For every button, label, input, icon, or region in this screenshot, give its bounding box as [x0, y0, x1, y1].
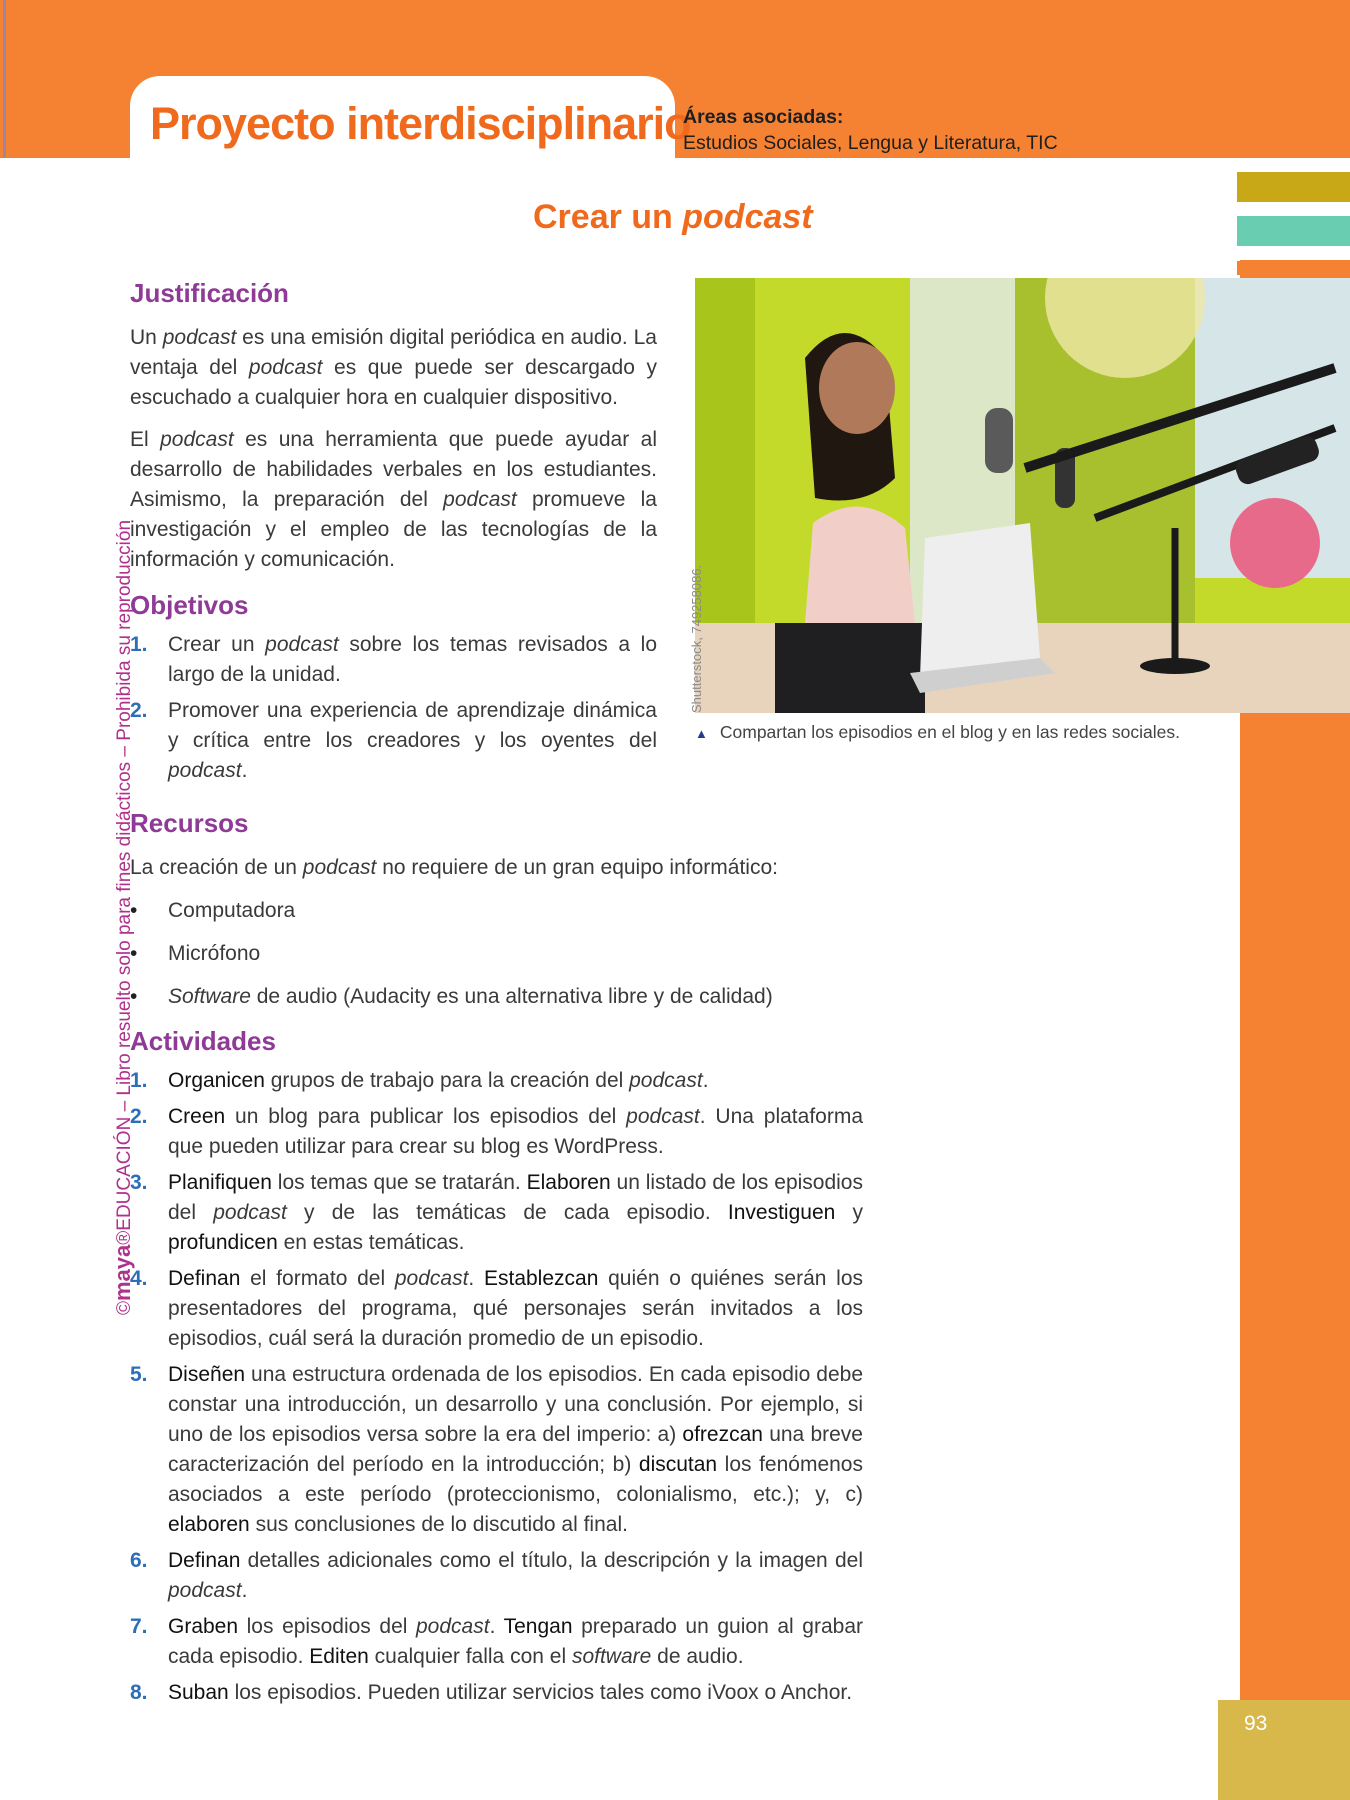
text-run: Crear un [168, 633, 266, 656]
action-verb: Definan [168, 1549, 241, 1572]
text-run: La creación de un [130, 856, 303, 879]
text-run: y de las temáticas de cada episodio. [286, 1201, 728, 1224]
list-item [130, 1612, 863, 1672]
justificacion-paragraph-2 [130, 425, 657, 575]
objetivos-list [130, 630, 657, 786]
item-number: 4. [130, 1267, 148, 1290]
italic-term: podcast [162, 326, 237, 349]
podcast-photo [695, 278, 1350, 713]
action-verb: Suban [168, 1681, 229, 1704]
photo-credit: Shutterstock, 749258086. [689, 564, 704, 713]
text-run: Computadora [168, 899, 296, 922]
recursos-heading: Recursos [130, 808, 249, 838]
text-run: es una herramienta que puede ayudar al desarrollo de habilidades verbales en los estudiantes. Asimismo, la preparación del [130, 428, 657, 511]
actividades-list [130, 1066, 863, 1708]
list-item [130, 1168, 863, 1258]
action-verb: Definan [168, 1267, 241, 1290]
text-run: en estas temáticas. [277, 1231, 465, 1254]
italic-term: podcast [416, 1615, 490, 1638]
action-verb: Diseñen [168, 1363, 246, 1386]
text-run: un listado de los episodios del [168, 1171, 863, 1224]
list-item [130, 1546, 863, 1606]
action-verb: ofrezcan [682, 1423, 763, 1446]
text-run: cualquier falla con el [368, 1645, 572, 1668]
list-item [130, 696, 657, 786]
main-title-emph: podcast [682, 198, 813, 236]
text-run: de audio. [651, 1645, 744, 1668]
bullet-item [130, 932, 870, 975]
text-run: Un [130, 326, 163, 349]
associated-areas [683, 104, 1058, 156]
item-number: 2. [130, 1105, 148, 1128]
photo-caption [695, 722, 1180, 743]
recursos-intro [130, 853, 870, 883]
action-verb: Elaboren [526, 1171, 611, 1194]
objetivos-heading: Objetivos [130, 590, 249, 620]
triangle-icon: ▲ [695, 726, 708, 741]
bullet-item [130, 975, 870, 1018]
action-verb: Creen [168, 1105, 226, 1128]
text-run: el formato del [240, 1267, 395, 1290]
action-verb: Graben [168, 1615, 239, 1638]
brand-logo: maya [110, 1244, 135, 1301]
gold-stripe [1237, 172, 1350, 202]
text-run: quién o quiénes serán los presentadores del programa, qué personajes serán invitados a los episodios, cuál será la duración promedio de un episodio. [168, 1267, 864, 1350]
italic-term: podcast [265, 633, 339, 656]
header-left-line [3, 0, 6, 158]
italic-term: podcast [213, 1201, 287, 1224]
list-item [130, 1360, 863, 1540]
text-run: Promover una experiencia de aprendizaje dinámica y crítica entre los creadores y los oyentes del [168, 699, 657, 752]
italic-term: podcast [626, 1105, 700, 1128]
action-verb: discutan [638, 1453, 718, 1476]
text-run: es una emisión digital periódica en audio. La ventaja del [130, 326, 657, 379]
italic-term: podcast [394, 1267, 469, 1290]
text-run: sus conclusiones de lo discutido al final. [249, 1513, 628, 1536]
photo-caption-text: Compartan los episodios en el blog y en las redes sociales. [719, 722, 1180, 742]
text-run: promueve la investigación y el empleo de las tecnologías de la información y comunicación. [130, 488, 657, 571]
italic-term: podcast [168, 759, 242, 782]
text-run: una estructura ordenada de los episodios. En cada episodio debe constar una introducción, un desarrollo y una conclusión. Por ejemplo, si uno de los episodios versa sobre la era del imperio: a) [168, 1363, 863, 1446]
copyright-notice: ®EDUCACIÓN – Libro resuelto solo para fines didácticos – Prohibida su reproducción [114, 519, 135, 1245]
text-run: los fenómenos asociados a este período (proteccionismo, colonialismo, etc.); y, c) [168, 1453, 863, 1506]
list-item [130, 1264, 863, 1354]
italic-term: podcast [629, 1069, 703, 1092]
action-verb: Establezcan [483, 1267, 599, 1290]
recursos-list [130, 889, 870, 1018]
action-verb: Investiguen [727, 1201, 836, 1224]
text-run: . [468, 1267, 484, 1290]
action-verb: Tengan [503, 1615, 573, 1638]
item-number: 1. [130, 1069, 148, 1092]
text-run: una breve caracterización del período en la introducción; b) [168, 1423, 863, 1476]
text-run: y [835, 1201, 864, 1224]
list-item [130, 630, 657, 690]
list-item [130, 1678, 863, 1708]
italic-term: podcast [443, 488, 517, 511]
italic-term: podcast [248, 356, 323, 379]
action-verb: elaboren [168, 1513, 250, 1536]
list-item [130, 1102, 863, 1162]
page-number-box [1218, 1700, 1350, 1800]
text-run: . [241, 1579, 248, 1602]
action-verb: Editen [309, 1645, 369, 1668]
bullet-item [130, 889, 870, 932]
text-run: un blog para publicar los episodios del [225, 1105, 627, 1128]
text-run: Micrófono [168, 942, 261, 965]
actividades-heading: Actividades [130, 1026, 276, 1056]
podcast-photo-illustration [695, 278, 1350, 713]
text-run: los episodios del [238, 1615, 416, 1638]
text-run: . [489, 1615, 504, 1638]
action-verb: Organicen [168, 1069, 265, 1092]
item-number: 3. [130, 1171, 148, 1194]
main-title [533, 198, 813, 237]
italic-term: podcast [302, 856, 377, 879]
italic-term: software [571, 1645, 652, 1668]
text-run: . [702, 1069, 709, 1092]
item-number: 1. [130, 633, 148, 656]
italic-term: Software [168, 985, 251, 1008]
action-verb: profundicen [168, 1231, 278, 1254]
italic-term: podcast [160, 428, 234, 451]
copyright-symbol: © [114, 1301, 135, 1315]
text-run: de audio (Audacity es una alternativa libre y de calidad) [250, 985, 773, 1008]
list-item [130, 1066, 863, 1096]
item-number: 6. [130, 1549, 148, 1572]
teal-stripe [1237, 216, 1350, 246]
text-run: los episodios. Pueden utilizar servicios tales como iVoox o Anchor. [228, 1681, 853, 1704]
text-run: El [130, 428, 161, 451]
text-run: es que puede ser descargado y escuchado a cualquier hora en cualquier dispositivo. [130, 356, 657, 409]
page-number: 93 [1244, 1712, 1268, 1735]
text-run: los temas que se tratarán. [271, 1171, 527, 1194]
text-run: . [241, 759, 248, 782]
text-run: grupos de trabajo para la creación del [264, 1069, 630, 1092]
areas-label: Áreas asociadas: [683, 106, 844, 128]
text-run: . Una plataforma que pueden utilizar para crear su blog es WordPress. [168, 1105, 863, 1158]
text-run: preparado un guion al grabar cada episodio. [168, 1615, 863, 1668]
main-title-prefix: Crear un [533, 198, 683, 236]
page-title: Proyecto interdisciplinario [150, 98, 691, 149]
justificacion-paragraph-1 [130, 323, 657, 413]
justificacion-heading: Justificación [130, 278, 289, 308]
item-number: 7. [130, 1615, 148, 1638]
item-number: 2. [130, 699, 148, 722]
italic-term: podcast [168, 1579, 242, 1602]
item-number: 8. [130, 1681, 148, 1704]
item-number: 5. [130, 1363, 148, 1386]
text-run: detalles adicionales como el título, la descripción y la imagen del [240, 1549, 863, 1572]
text-run: no requiere de un gran equipo informático: [376, 856, 778, 879]
action-verb: Planifiquen [168, 1171, 272, 1194]
text-run: sobre los temas revisados a lo largo de la unidad. [168, 633, 658, 686]
areas-value: Estudios Sociales, Lengua y Literatura, TIC [683, 132, 1058, 154]
